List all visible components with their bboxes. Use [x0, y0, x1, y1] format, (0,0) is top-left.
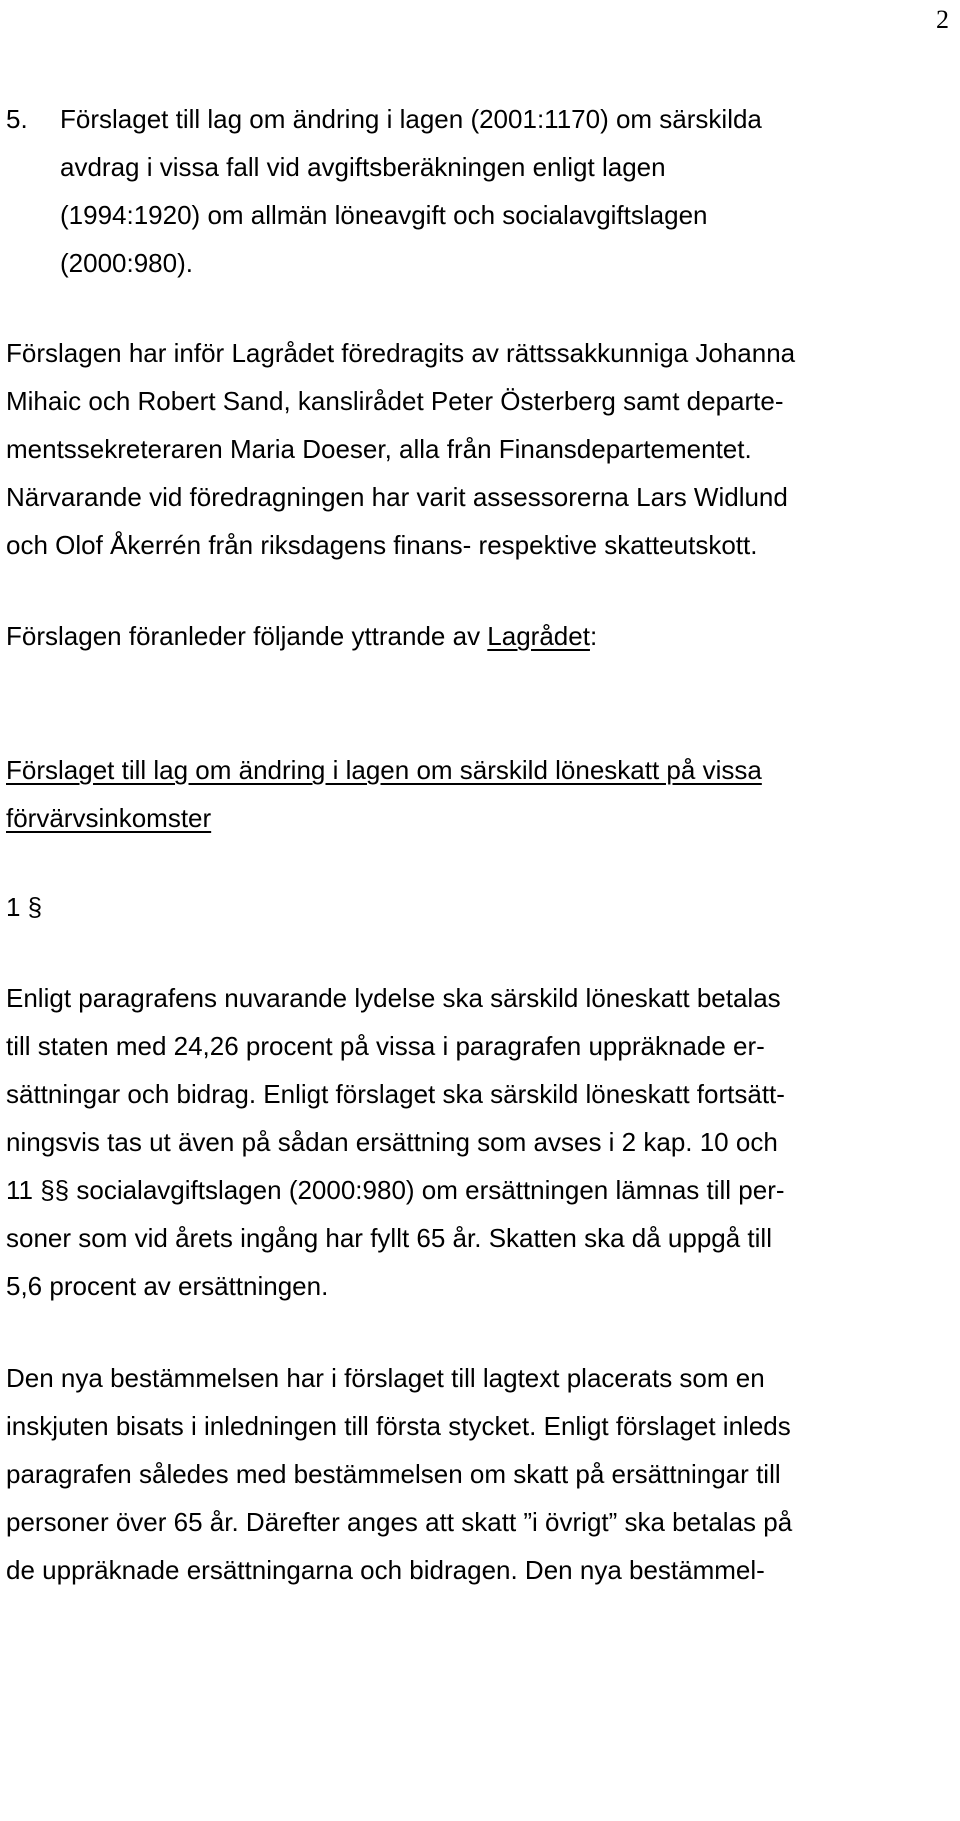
paragraph-2-suffix: : [589, 621, 598, 651]
paragraph-4-line-2: inskjuten bisats i inledningen till första stycket. Enligt förslaget inleds [6, 1411, 791, 1441]
paragraph-1-line-2: Mihaic och Robert Sand, kanslirådet Peter Österberg samt departe- [6, 386, 784, 416]
paragraph-2 [6, 620, 597, 652]
paragraph-3-line-4: ningsvis tas ut även på sådan ersättning som avses i 2 kap. 10 och [6, 1127, 778, 1157]
paragraph-3-line-6: soner som vid årets ingång har fyllt 65 år. Skatten ska då uppgå till [6, 1223, 772, 1253]
paragraph-3-line-3: sättningar och bidrag. Enligt förslaget ska särskild löneskatt fortsätt- [6, 1079, 785, 1109]
paragraph-3-line-2: till staten med 24,26 procent på vissa i paragrafen uppräknade er- [6, 1031, 765, 1061]
paragraph-1-line-5: och Olof Åkerrén från riksdagens finans- respektive skatteutskott. [6, 530, 758, 560]
section-number: 5. [6, 104, 28, 134]
paragraph-reference: 1 § [6, 892, 43, 922]
bill-heading-line-2: förvärvsinkomster [6, 803, 212, 833]
paragraph-1-line-1: Förslagen har inför Lagrådet föredragits av rättssakkunniga Johanna [6, 338, 796, 368]
paragraph-4-line-5: de uppräknade ersättningarna och bidragen. Den nya bestämmel- [6, 1555, 765, 1585]
paragraph-3-line-1: Enligt paragrafens nuvarande lydelse ska särskild löneskatt betalas [6, 983, 781, 1013]
section-title-line-3: (1994:1920) om allmän löneavgift och socialavgiftslagen [60, 200, 708, 230]
section-title-line-1: Förslaget till lag om ändring i lagen (2001:1170) om särskilda [60, 104, 762, 134]
paragraph-2-prefix: Förslagen föranleder följande yttrande av [6, 621, 488, 651]
section-title-line-4: (2000:980). [60, 248, 193, 278]
paragraph-3-line-7: 5,6 procent av ersättningen. [6, 1271, 329, 1301]
paragraph-4-line-1: Den nya bestämmelsen har i förslaget till lagtext placerats som en [6, 1363, 765, 1393]
page-number: 2 [936, 5, 949, 34]
lagradet-link[interactable]: Lagrådet [487, 621, 590, 651]
paragraph-4-line-4: personer över 65 år. Därefter anges att skatt ”i övrigt” ska betalas på [6, 1507, 793, 1537]
paragraph-1-line-3: mentssekreteraren Maria Doeser, alla från Finansdepartementet. [6, 434, 752, 464]
paragraph-4-line-3: paragrafen således med bestämmelsen om skatt på ersättningar till [6, 1459, 781, 1489]
bill-heading-line-1: Förslaget till lag om ändring i lagen om särskild löneskatt på vissa [6, 755, 762, 785]
section-title-line-2: avdrag i vissa fall vid avgiftsberäkningen enligt lagen [60, 152, 666, 182]
paragraph-3-line-5: 11 §§ socialavgiftslagen (2000:980) om ersättningen lämnas till per- [6, 1175, 785, 1205]
paragraph-1-line-4: Närvarande vid föredragningen har varit assessorerna Lars Widlund [6, 482, 788, 512]
